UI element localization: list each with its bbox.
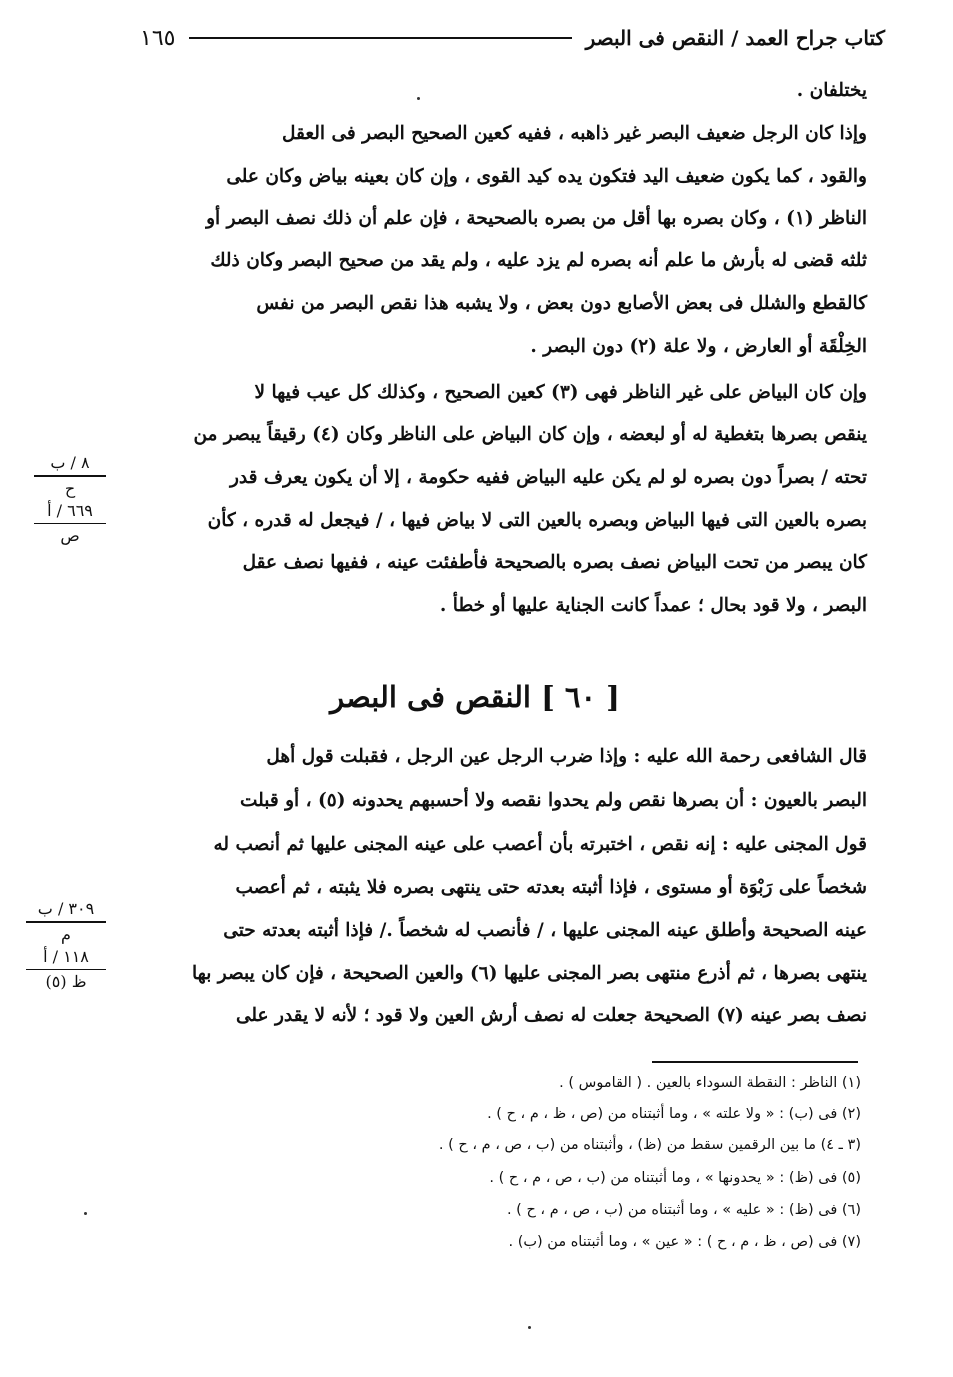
paragraph-1-line: الناظر (١) ، وكان بصره بها أقل من بصره بالصحيحة ، فإن علم أن ذلك نصف البصر أو: [206, 208, 867, 229]
scan-speck: [84, 1212, 87, 1215]
paragraph-2-line: وإن كان البياض على غير الناظر فهى (٣) كعين الصحيح ، وكذلك كل عيب فيها لا: [254, 382, 867, 403]
footnote: (١) الناظر : النقطة السوداء بالعين . ( القاموس ) .: [559, 1075, 861, 1091]
margin-rule: [34, 523, 106, 525]
section-lead: قال الشافعى: [766, 746, 867, 767]
section-line: عينه الصحيحة وأطلق عينه المجنى عليها ، / فأنصب له شخصاً ./ فإذا أثبته بعدته حتى: [223, 920, 867, 941]
margin-ref-text: ١١٨ / أ: [43, 946, 89, 966]
paragraph-1-line: ثلثه قضى له بأرش ما علم أنه بصره لم يزد عليه ، ولم يقد من صحيح البصر وكان ذلك: [210, 250, 867, 271]
margin-ref-text: ٦٦٩ / أ: [47, 500, 93, 520]
margin-manuscript-ref: [24, 898, 108, 993]
margin-rule: [26, 921, 106, 923]
footnote: (٦) فى (ظ) : « عليه » ، وما أثبتناه من (ب ، ص ، م ، ح ) .: [506, 1202, 861, 1218]
section-line: قول المجنى عليه : إنه نقص ، اختبرته بأن أعصب على عينه المجنى عليها ثم أنصب له: [213, 834, 867, 855]
footnote: (٢) فى (ب) : « ولا علته » ، وما أثبتناه من (ص ، ظ ، م ، ح ) .: [487, 1106, 861, 1122]
running-header: [140, 18, 885, 58]
paragraph-2-line: البصر ، ولا قود بحال ؛ عمداً كانت الجناية عليها أو خطأ .: [439, 595, 867, 616]
margin-rule: [34, 475, 106, 477]
paragraph-fragment: يختلفان .: [796, 80, 867, 101]
footnote: (٣ ـ ٤) ما بين الرقمين سقط من (ظ) ، وأثبتناه من (ب ، ص ، م ، ح ) .: [438, 1137, 861, 1153]
paragraph-2-line: تحته / بصراً دون بصره لو لم يكن عليه البياض ففيه حكومة ، إلا أن يكون يعرف قدر: [229, 467, 867, 488]
footnote: (٥) فى (ظ) : « يحدونها » ، وما أثبتناه من (ب ، ص ، م ، ح ) .: [489, 1170, 861, 1186]
section-line: شخصاً على رَبْوَة أو مستوى ، فإذا أثبته بعدته حتى ينتهى بصره فلا يثبته ، ثم أعصب: [235, 877, 867, 898]
paragraph-1-line: الخِلْقَة أو العارض ، ولا علة (٢) دون البصر .: [530, 336, 867, 357]
paragraph-1-line: وإذا كان الرجل ضعيف البصر غير ذاهبه ، ففيه كعين الصحيح البصر فى العقل: [281, 123, 867, 144]
margin-ref-text: ح: [64, 478, 76, 498]
section-line: نصف بصر عينه (٧) الصحيحة جعلت له نصف أرش العين ولا قود ؛ لأنه لا يقدر على: [235, 1005, 867, 1026]
paragraph-2-line: كان يبصر من تحت البياض نصف بصره بالصحيحة فأطفئت عينه ، ففيها نصف عقل: [242, 552, 867, 573]
running-title: كتاب جراح العمد / النقص فى البصر: [585, 26, 885, 50]
header-rule: [189, 37, 571, 39]
footnote: (٧) فى (ص ، ظ ، م ، ح ) : « عين » ، وما أثبتناه من (ب) .: [508, 1234, 861, 1250]
page-number: ١٦٥: [140, 25, 176, 51]
section-heading: [ ٦٠ ] النقص فى البصر: [330, 680, 620, 714]
section-line-text: رحمة الله عليه : وإذا ضرب الرجل عين الرجل ، فقبلت قول أهل: [266, 746, 761, 767]
scan-speck: [528, 1326, 531, 1329]
section-line: ينتهى بصرها ، ثم أذرع منتهى بصر المجنى عليها (٦) والعين الصحيحة ، فإن كان يبصر بها: [192, 963, 867, 984]
footnote-rule: [652, 1061, 858, 1063]
margin-ref-text: ص: [60, 526, 80, 545]
section-line: [266, 748, 867, 767]
paragraph-2-line: ينقص بصرها بتغطية له أو لبعضه ، وإن كان البياض على الناظر وكان (٤) رقيقاً يبصر من: [193, 424, 867, 445]
margin-ref-text: ٣٠٩ / ب: [37, 899, 95, 918]
paragraph-2-line: بصره بالعين التى فيها البياض وبصره بالعين التى لا بياض فيها ، / فيجعل له قدره ، كأن: [207, 510, 867, 531]
paragraph-1-line: كالقطع والشلل فى بعض الأصابع دون بعض ، ولا يشبه هذا نقص البصر من نفس: [256, 293, 867, 314]
margin-manuscript-ref: [32, 452, 108, 547]
margin-rule: [26, 969, 106, 971]
section-line: البصر بالعيون : أن بصرها نقص ولم يحدوا نقصه ولا أحسبهم يحدونه (٥) ، أو قبلت: [239, 790, 867, 811]
margin-ref-text: م: [61, 924, 71, 944]
scan-speck: [417, 97, 420, 100]
margin-ref-text: ٨ / ب: [50, 453, 90, 472]
margin-ref-text: ظ (٥): [45, 972, 87, 991]
paragraph-1-line: والقود ، كما يكون ضعيف اليد فتكون يده كيد القوى ، وإن كان بعينه بياض وكان على: [226, 166, 867, 187]
